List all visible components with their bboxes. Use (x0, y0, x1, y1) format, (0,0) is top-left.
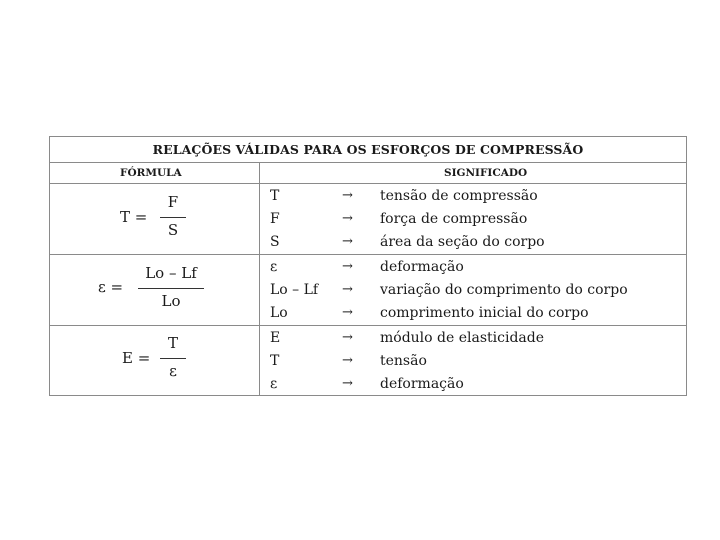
arrow-icon: → (342, 188, 353, 203)
symbol: ε (270, 376, 278, 392)
meaning-line (260, 279, 686, 302)
symbol: Lo – Lf (270, 282, 319, 298)
table-row-deformation (50, 255, 686, 326)
symbol: Lo (270, 305, 288, 321)
meaning-text: tensão (380, 353, 427, 369)
header-formula: FÓRMULA (50, 163, 260, 183)
meaning-text: comprimento inicial do corpo (380, 305, 589, 321)
formula-lhs: T = (120, 208, 148, 226)
arrow-icon: → (342, 353, 353, 368)
symbol: F (270, 211, 280, 227)
arrow-icon: → (342, 376, 353, 391)
arrow-icon: → (342, 234, 353, 249)
fraction-bar (160, 358, 186, 359)
fraction-bar (138, 288, 204, 289)
fraction-bar (160, 217, 186, 218)
formula-numerator: T (167, 334, 178, 352)
meaning-line (260, 327, 686, 350)
symbol: T (270, 353, 280, 369)
meaning-line (260, 208, 686, 231)
meaning-text: deformação (380, 259, 464, 275)
formula-cell (50, 326, 260, 396)
compression-relations-table (49, 136, 687, 396)
meaning-line (260, 350, 686, 373)
formula-lhs: ε = (98, 278, 124, 296)
table-header (50, 163, 686, 184)
meaning-text: deformação (380, 376, 464, 392)
formula-lhs: E = (122, 349, 151, 367)
meaning-line (260, 185, 686, 208)
symbol: T (270, 188, 280, 204)
formula-denominator: Lo (161, 292, 181, 310)
formula-cell (50, 184, 260, 254)
arrow-icon: → (342, 259, 353, 274)
arrow-icon: → (342, 330, 353, 345)
meaning-line (260, 302, 686, 325)
meaning-line (260, 373, 686, 396)
meaning-line (260, 256, 686, 279)
meaning-cell (260, 326, 686, 396)
arrow-icon: → (342, 211, 353, 226)
table-row-elasticity (50, 326, 686, 396)
table-row-tension (50, 184, 686, 255)
meaning-text: área da seção do corpo (380, 234, 545, 250)
meaning-text: módulo de elasticidade (380, 330, 545, 346)
formula-cell (50, 255, 260, 325)
header-meaning: SIGNIFICADO (444, 167, 528, 179)
arrow-icon: → (342, 305, 353, 320)
formula-denominator: S (167, 221, 179, 239)
meaning-cell (260, 184, 686, 254)
meaning-text: variação do comprimento do corpo (380, 282, 628, 298)
meaning-cell (260, 255, 686, 325)
symbol: ε (270, 259, 278, 275)
formula-numerator: Lo – Lf (145, 264, 197, 282)
table-title: RELAÇÕES VÁLIDAS PARA OS ESFORÇOS DE COMPRESSÃO (50, 137, 686, 163)
arrow-icon: → (342, 282, 353, 297)
meaning-line (260, 231, 686, 254)
symbol: E (270, 330, 281, 346)
meaning-text: força de compressão (380, 211, 528, 227)
formula-numerator: F (167, 193, 179, 211)
formula-denominator: ε (169, 362, 177, 380)
symbol: S (270, 234, 280, 250)
meaning-text: tensão de compressão (380, 188, 538, 204)
